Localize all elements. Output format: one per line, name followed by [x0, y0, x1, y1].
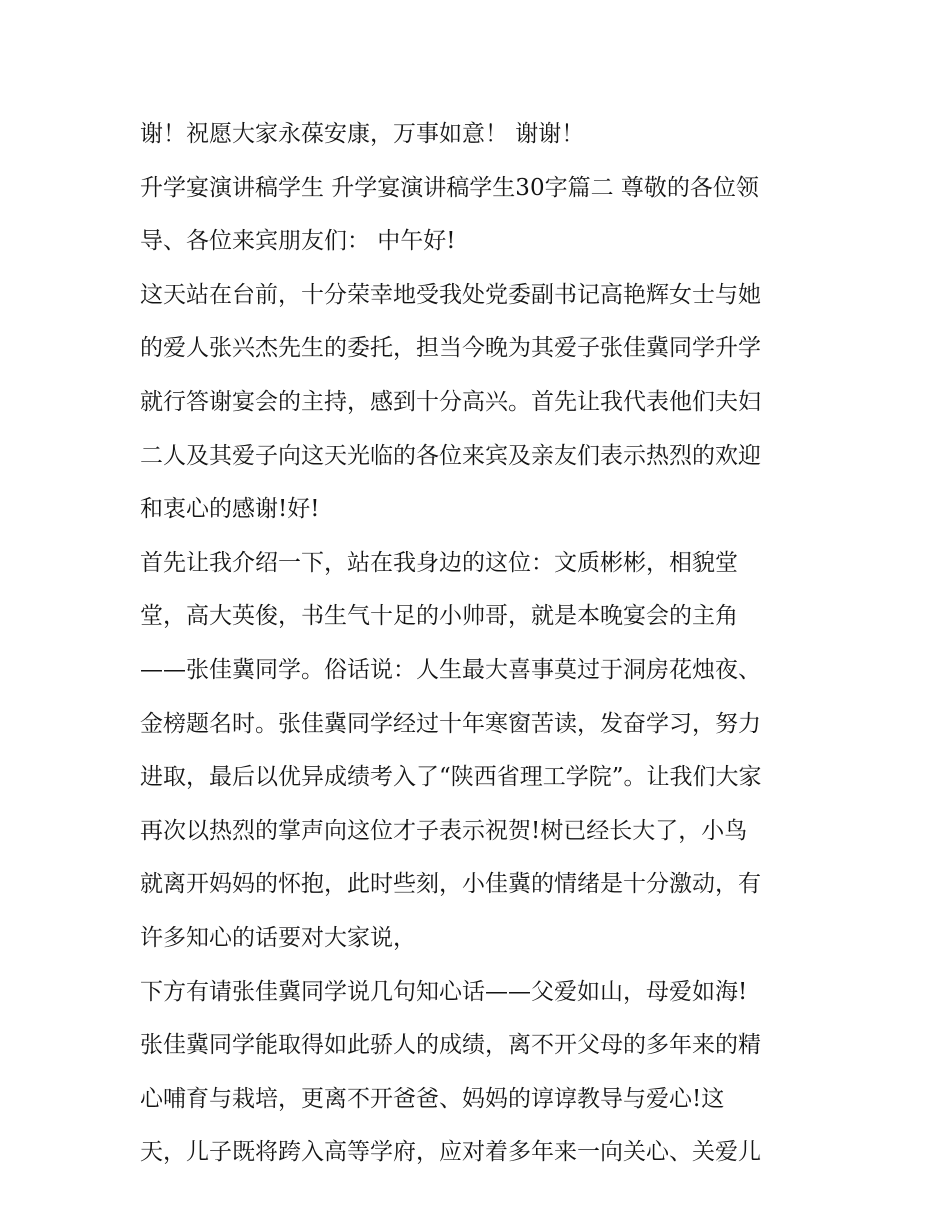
text-line: 金榜题名时。张佳冀同学经过十年寒窗苦读，发奋学习，努力 [140, 710, 761, 737]
text-line: 和衷心的感谢!好! [140, 496, 320, 523]
text-line: 就离开妈妈的怀抱，此时些刻，小佳冀的情绪是十分激动，有 [140, 871, 761, 898]
text-line: 二人及其爱子向这天光临的各位来宾及亲友们表示热烈的欢迎 [140, 442, 761, 469]
speech-text [140, 108, 820, 1180]
text-line: 许多知心的话要对大家说， [140, 924, 416, 951]
text-line: 谢！祝愿大家永葆安康，万事如意！ 谢谢！ [140, 121, 585, 147]
text-line: ——张佳冀同学。俗话说：人生最大喜事莫过于洞房花烛夜、 [140, 656, 761, 683]
text-line: 张佳冀同学能取得如此骄人的成绩，离不开父母的多年来的精 [140, 1032, 761, 1059]
text-line: 进取，最后以优异成绩考入了“陕西省理工学院”。让我们大家 [140, 764, 762, 791]
text-line: 再次以热烈的掌声向这位才子表示祝贺!树已经长大了，小鸟 [140, 817, 748, 844]
text-line: 导、各位来宾朋友们： 中午好! [140, 228, 456, 255]
text-line: 升学宴演讲稿学生 升学宴演讲稿学生30字篇二 尊敬的各位领 [140, 174, 759, 201]
text-line: 就行答谢宴会的主持，感到十分高兴。首先让我代表他们夫妇 [140, 388, 761, 415]
text-line: 天，儿子既将跨入高等学府，应对着多年来一向关心、关爱儿 [140, 1139, 761, 1166]
text-line: 心哺育与栽培，更离不开爸爸、妈妈的谆谆教导与爱心!这 [140, 1085, 725, 1112]
text-line: 的爱人张兴杰先生的委托，担当今晚为其爱子张佳冀同学升学 [140, 335, 761, 362]
text-line: 这天站在台前，十分荣幸地受我处党委副书记高艳辉女士与她 [140, 281, 761, 308]
text-line: 下方有请张佳冀同学说几句知心话——父爱如山，母爱如海! [140, 978, 748, 1005]
text-line: 首先让我介绍一下，站在我身边的这位：文质彬彬，相貌堂 [140, 549, 738, 576]
text-line: 堂，高大英俊，书生气十足的小帅哥，就是本晚宴会的主角 [140, 603, 738, 630]
